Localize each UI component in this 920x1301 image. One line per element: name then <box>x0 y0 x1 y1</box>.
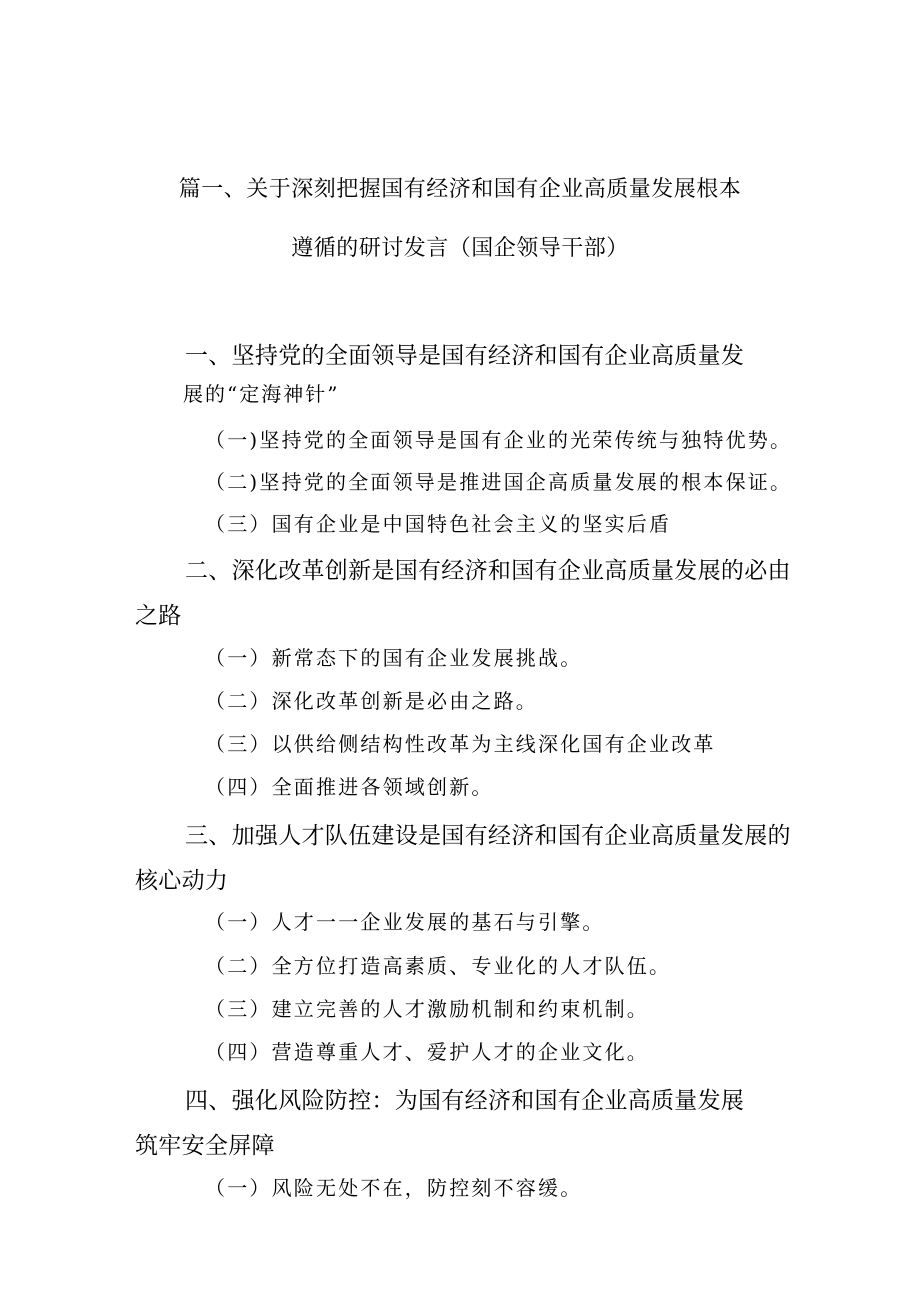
section-2-item-2: （二）深化改革创新是必由之路。 <box>205 689 538 713</box>
section-1-item-3: （三）国有企业是中国特色社会主义的坚实后盾 <box>205 512 672 536</box>
section-4-heading-line-2: 筑牢安全屏障 <box>135 1133 275 1159</box>
section-4-heading-line-1: 四、强化风险防控：为国有经济和国有企业高质量发展 <box>185 1088 745 1114</box>
section-2-heading-line-2: 之路 <box>135 603 182 629</box>
section-1-item-2: （二)坚持党的全面领导是推进国企高质量发展的根本保证。 <box>205 470 793 494</box>
section-2-item-1: （一）新常态下的国有企业发展挑战。 <box>205 646 583 670</box>
document-title-line-2: 遵循的研讨发言（国企领导干部） <box>291 236 629 261</box>
section-2-item-4: （四）全面推进各领域创新。 <box>205 775 494 799</box>
document-title-line-1: 篇一、关于深刻把握国有经济和国有企业高质量发展根本 <box>178 177 742 202</box>
section-2-heading-line-1: 二、深化改革创新是国有经济和国有企业高质量发展的必由 <box>185 558 791 584</box>
section-3-item-1: （一）人才一一企业发展的基石与引擎。 <box>205 910 605 934</box>
section-3-heading-line-1: 三、加强人才队伍建设是国有经济和国有企业高质量发展的 <box>185 823 791 849</box>
section-2-item-3: （三）以供给侧结构性改革为主线深化国有企业改革 <box>205 732 716 756</box>
section-1-heading-line-1: 一、坚持党的全面领导是国有经济和国有企业高质量发 <box>185 343 745 369</box>
section-3-item-2: （二）全方位打造高素质、专业化的人才队伍。 <box>205 954 672 978</box>
section-4-item-1: （一）风险无处不在，防控刻不容缓。 <box>205 1176 583 1200</box>
section-3-item-3: （三）建立完善的人才激励机制和约束机制。 <box>205 997 649 1021</box>
section-3-heading-line-2: 核心动力 <box>135 868 229 894</box>
section-1-item-1: （一)坚持党的全面领导是国有企业的光荣传统与独特优势。 <box>205 428 793 452</box>
section-1-heading-line-2: 展的“定海神针” <box>183 382 340 406</box>
section-3-item-4: （四）营造尊重人才、爱护人才的企业文化。 <box>205 1040 649 1064</box>
